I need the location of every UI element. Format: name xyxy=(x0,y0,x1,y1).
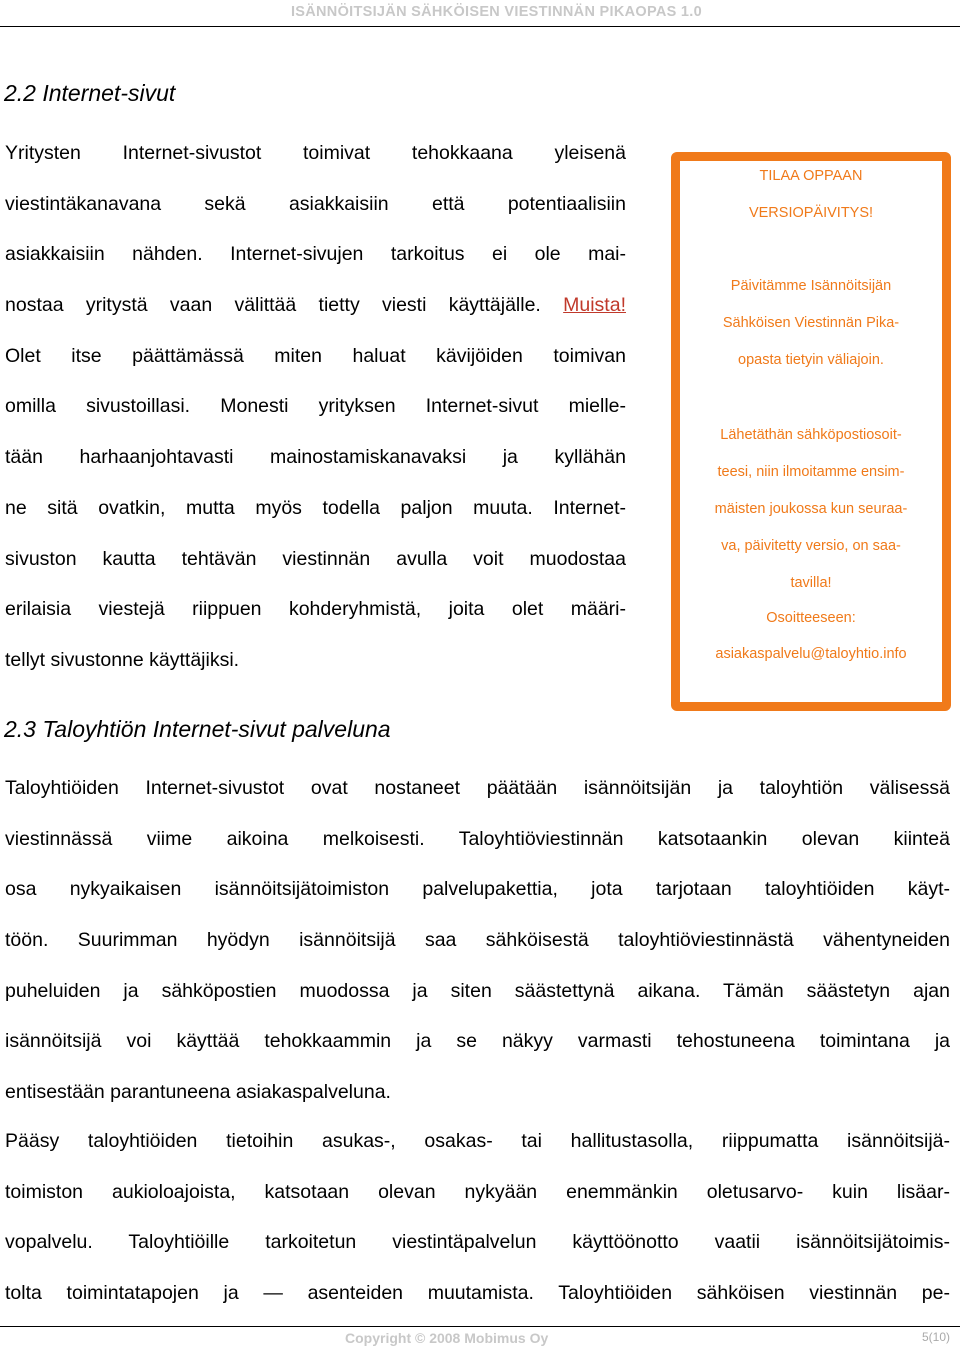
callout-text: Lähetäthän sähköpostiosoit- xyxy=(720,427,902,443)
paragraph-line: tään harhaanjohtavasti mainostamiskanavaksi ja kyllähän xyxy=(5,446,626,469)
paragraph-line: Olet itse päättämässä miten haluat kävijöiden toimivan xyxy=(5,344,626,367)
paragraph-line: Yritysten Internet-sivustot toimivat tehokkaana yleisenä xyxy=(5,142,626,164)
callout-text: teesi, niin ilmoitamme ensim- xyxy=(717,464,905,480)
section-heading-internet-sivut: 2.2 Internet-sivut xyxy=(4,80,176,106)
callout-title: TILAA OPPAAN xyxy=(759,168,863,184)
document-title: ISÄNNÖITSIJÄN SÄHKÖISEN VIESTINNÄN PIKAOPAS 1.0 xyxy=(290,4,702,20)
paragraph-line: toimiston aukioloajoista, katsotaan olevan nykyään enemmänkin oletusarvo- kuin lisäar- xyxy=(5,1180,950,1203)
section-2-paragraph-2 xyxy=(5,1116,950,1319)
paragraph-line: omilla sivustoillasi. Monesti yrityksen Internet-sivut mielle- xyxy=(5,395,626,418)
document-header xyxy=(0,4,960,20)
callout-text: Sähköisen Viestinnän Pika- xyxy=(722,315,900,331)
paragraph-line: viestinnässä viime aikoina melkoisesti. Taloyhtiöviestinnän katsotaankin olevan kiinteä xyxy=(5,827,950,850)
section-2-paragraph xyxy=(5,763,950,1118)
paragraph-line: ne sitä ovatkin, mutta myös todella paljon muuta. Internet- xyxy=(5,496,626,519)
newsletter-callout-box xyxy=(671,152,951,711)
paragraph-line xyxy=(5,280,626,331)
copyright-text: Copyright © 2008 Mobimus Oy xyxy=(345,1330,549,1346)
callout-text: tavilla! xyxy=(790,575,832,591)
paragraph-line: puheluiden ja sähköpostien muodossa ja siten säästettynä aikana. Tämän säästetyn ajan xyxy=(5,979,950,1002)
paragraph-line: viestintäkanavana sekä asiakkaisiin että potentiaalisiin xyxy=(5,192,626,215)
footer-rule xyxy=(0,1326,960,1327)
callout-text: Osoitteeseen: xyxy=(766,610,856,626)
paragraph-text: nostaa yritystä vaan välittää tietty viesti käyttäjälle. xyxy=(5,294,541,317)
paragraph-line: töön. Suurimman hyödyn isännöitsijä saa sähköisestä taloyhtiöviestinnästä vähentyneiden xyxy=(5,929,950,952)
paragraph-line: sivuston kautta tehtävän viestinnän avulla voit muodostaa xyxy=(5,547,626,570)
paragraph-line: Pääsy taloyhtiöiden tietoihin asukas-, osakas- tai hallitustasolla, riippumatta isännöitsijä- xyxy=(5,1130,950,1152)
paragraph-line: isännöitsijä voi käyttää tehokkaammin ja se näkyy varmasti tehostuneena toimintana ja xyxy=(5,1030,950,1053)
callout-title: VERSIOPÄIVITYS! xyxy=(748,205,874,221)
callout-text: Päivitämme Isännöitsijän xyxy=(730,278,892,294)
paragraph-line: tolta toimintatapojen ja — asenteiden muutamista. Taloyhtiöiden sähköisen viestinnän pe- xyxy=(5,1282,950,1305)
paragraph-line: osa nykyaikaisen isännöitsijätoimiston palvelupakettia, jota tarjotaan taloyhtiöiden käyt- xyxy=(5,878,950,901)
header-rule xyxy=(0,26,960,27)
paragraph-line: erilaisia viestejä riippuen kohderyhmistä, joita olet määri- xyxy=(5,598,626,621)
callout-text: opasta tietyin väliajoin. xyxy=(738,352,884,368)
callout-text: mäisten joukossa kun seuraa- xyxy=(714,501,908,517)
callout-email-link[interactable]: asiakaspalvelu@taloyhtio.info xyxy=(715,646,907,662)
paragraph-line: tellyt sivustonne käyttäjiksi. xyxy=(5,648,240,671)
callout-text: va, päivitetty versio, on saa- xyxy=(721,538,901,554)
section-heading-taloyhtion-internet-sivut: 2.3 Taloyhtiön Internet-sivut palveluna xyxy=(4,716,391,742)
section-1-paragraph xyxy=(5,128,626,686)
page-number: 5(10) xyxy=(921,1330,950,1344)
paragraph-line: asiakkaisiin nähden. Internet-sivujen tarkoitus ei ole mai- xyxy=(5,243,626,266)
paragraph-line: entisestään parantuneena asiakaspalveluna. xyxy=(5,1081,391,1104)
paragraph-line: Taloyhtiöiden Internet-sivustot ovat nostaneet päätään isännöitsijän ja taloyhtiön välisessä xyxy=(5,777,950,799)
muista-link[interactable]: Muista! xyxy=(563,294,626,317)
paragraph-line: vopalvelu. Taloyhtiöille tarkoitetun viestintäpalvelun käyttöönotto vaatii isännöitsijätoimis- xyxy=(5,1231,950,1254)
